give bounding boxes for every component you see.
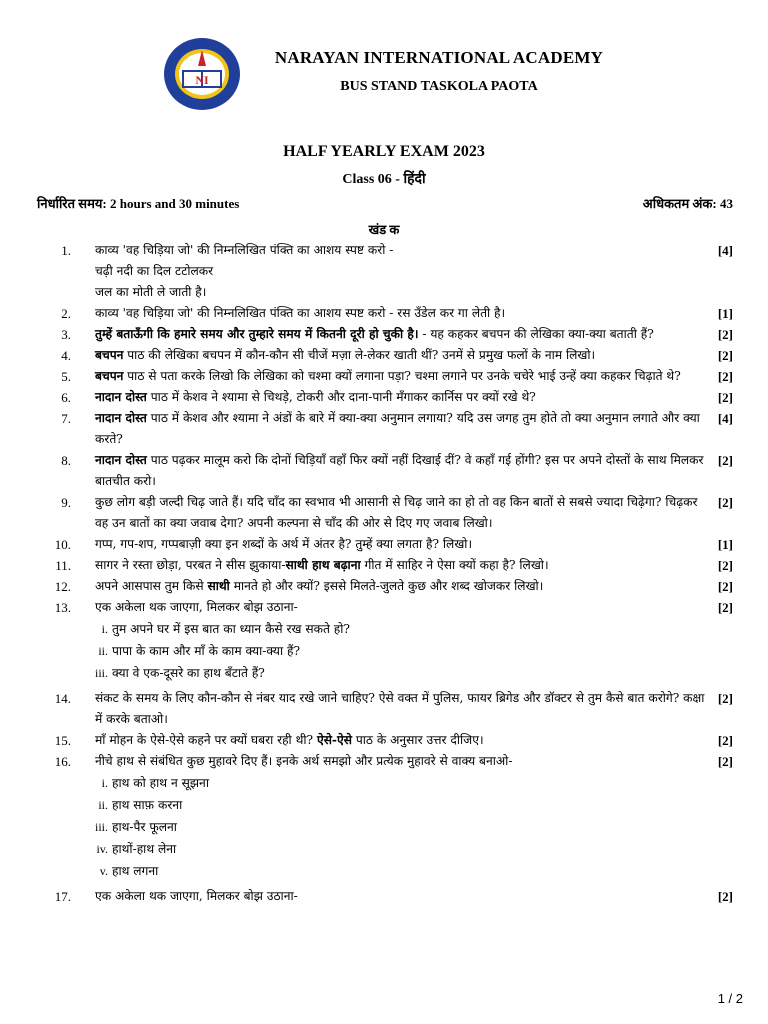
question-plain-text: गप्प, गप-शप, गप्पबाज़ी क्या इन शब्दों के अर्थ में अंतर है? तुम्हें क्या लगता है? लिखो।	[95, 537, 473, 551]
time-value: 2 hours and 30 minutes	[109, 196, 240, 211]
question-plain-text: कुछ लोग बड़ी जल्दी चिढ़ जाते हैं। यदि चाँद का स्वभाव भी आसानी से चिढ़ जाने का हो तो वह किन बातों से सबसे ज्यादा चिढ़ेगा? चिढ़कर वह उन बातों का क्या जवाब देगा? अपनी कल्पना से चाँद की ओर से दिए गए जवाब लिखो।	[95, 495, 698, 530]
question-number: 4.	[61, 348, 71, 363]
question-plain-text: पाठ से पता करके लिखो कि लेखिका को चश्मा क्यों लगाना पड़ा? चश्मा लगाने पर उनके चचेरे भाई उन्हें क्या कहकर चिढ़ाते थे?	[123, 369, 681, 383]
question-text	[95, 688, 707, 730]
question-marks: [1]	[717, 306, 733, 321]
question-item	[0, 408, 768, 450]
question-text	[95, 366, 707, 387]
question-marks: [2]	[717, 558, 733, 573]
exam-title: HALF YEARLY EXAM 2023	[283, 143, 485, 160]
question-item	[0, 345, 768, 366]
question-marks: [2]	[717, 453, 733, 468]
question-plain-text: सागर ने रस्ता छोड़ा, परबत ने सीस झुकाया-	[95, 558, 286, 572]
question-number: 5.	[61, 369, 71, 384]
question-number: 17.	[54, 889, 71, 904]
time-label: निर्धारित समय:	[37, 196, 107, 211]
sub-question-item	[0, 640, 768, 662]
question-marks: [4]	[717, 411, 733, 426]
question-text	[95, 345, 707, 366]
sub-question-item	[0, 772, 768, 794]
sub-question-number: v.	[99, 864, 108, 878]
question-plain-text: पाठ में केशव ने श्यामा से चिथड़े, टोकरी और दाना-पानी मँगाकर कार्निस पर क्यों रखे थे?	[146, 390, 536, 404]
class-subject: Class 06 - हिंदी	[342, 172, 426, 187]
question-bold-text: नादान दोस्त	[95, 453, 147, 467]
question-item	[0, 534, 768, 555]
question-item	[0, 555, 768, 576]
question-bold-text: तुम्हें बताऊँगी कि हमारे समय और तुम्हारे समय में कितनी दूरी हो चुकी है।	[95, 327, 419, 341]
question-plain-text: पाठ की लेखिका बचपन में कौन-कौन सी चीजें मज़ा ले-लेकर खाती थीं? उनमें से प्रमुख फलों के नाम लिखो।	[123, 348, 596, 362]
question-marks: [2]	[717, 754, 733, 769]
question-item	[0, 324, 768, 345]
question-plain-text: अपने आसपास तुम किसे	[95, 579, 208, 593]
question-bold-text: बचपन	[95, 348, 124, 362]
question-bold-text: साथी हाथ बढ़ाना	[285, 558, 361, 572]
question-plain-text: नीचे हाथ से संबंधित कुछ मुहावरे दिए हैं। इनके अर्थ समझो और प्रत्येक मुहावरे से वाक्य बनाओ-	[95, 754, 513, 768]
question-item	[0, 730, 768, 751]
question-plain-text: एक अकेला थक जाएगा, मिलकर बोझ उठाना-	[95, 600, 298, 614]
question-plain-text: माँ मोहन के ऐसे-ऐसे कहने पर क्यों घबरा रही थी?	[95, 733, 317, 747]
question-text	[95, 597, 707, 618]
question-number: 14.	[54, 691, 71, 706]
question-text	[95, 492, 707, 534]
question-number: 8.	[61, 453, 71, 468]
sub-question-text: हाथ लगना	[112, 864, 159, 878]
question-marks: [2]	[717, 327, 733, 342]
sub-question-text: क्या वे एक-दूसरे का हाथ बँटाते हैं?	[112, 666, 265, 680]
sub-question-number: ii.	[98, 798, 108, 812]
question-marks: [4]	[717, 243, 733, 258]
question-bold-text: नादान दोस्त	[95, 411, 147, 425]
question-marks: [2]	[717, 691, 733, 706]
max-marks-label: अधिकतम अंक:	[642, 196, 717, 211]
question-item	[0, 240, 768, 303]
question-plain-text: - यह कहकर बचपन की लेखिका क्या-क्या बताती हैं?	[418, 327, 654, 341]
sub-question-text: हाथों-हाथ लेना	[112, 842, 177, 856]
sub-question-number: i.	[101, 622, 108, 636]
question-plain-text: संकट के समय के लिए कौन-कौन से नंबर याद रखे जाने चाहिए? ऐसे वक्त में पुलिस, फायर ब्रिगेड और डॉक्टर से तुम कैसे बात करोगे? कक्षा में करके बताओ।	[95, 691, 705, 726]
question-item	[0, 576, 768, 597]
question-marks: [2]	[717, 579, 733, 594]
question-line: काव्य 'वह चिड़िया जो' की निम्नलिखित पंक्ति का आशय स्पष्ट करो -	[95, 243, 394, 257]
sub-question-item	[0, 794, 768, 816]
question-text	[95, 534, 707, 555]
question-marks: [2]	[717, 600, 733, 615]
section-heading: खंड क	[368, 222, 400, 237]
question-plain-text: काव्य 'वह चिड़िया जो' की निम्नलिखित पंक्ति का आशय स्पष्ट करो - रस उँडेल कर गा लेती है।	[95, 306, 506, 320]
sub-question-number: ii.	[98, 644, 108, 658]
page-number: 1 / 2	[717, 991, 743, 1006]
max-marks	[643, 194, 733, 212]
sub-question-item	[0, 860, 768, 882]
question-number: 15.	[54, 733, 71, 748]
question-item	[0, 387, 768, 408]
sub-question-item	[0, 838, 768, 860]
question-text	[95, 751, 707, 772]
question-plain-text: मानते हो और क्यों? इससे मिलते-जुलते कुछ और शब्द खोजकर लिखो।	[229, 579, 544, 593]
question-plain-text: एक अकेला थक जाएगा, मिलकर बोझ उठाना-	[95, 889, 298, 903]
question-marks: [2]	[717, 369, 733, 384]
question-number: 11.	[55, 558, 71, 573]
question-number: 3.	[61, 327, 71, 342]
question-plain-text: गीत में साहिर ने ऐसा क्यों कहा है? लिखो।	[360, 558, 549, 572]
question-item	[0, 366, 768, 387]
sub-question-number: iv.	[96, 842, 108, 856]
question-marks: [2]	[717, 889, 733, 904]
school-name: NARAYAN INTERNATIONAL ACADEMY	[274, 48, 604, 67]
sub-question-item	[0, 816, 768, 838]
question-text	[95, 730, 707, 751]
sub-question-text: हाथ साफ़ करना	[112, 798, 183, 812]
question-bold-text: नादान दोस्त	[95, 390, 147, 404]
question-plain-text: पाठ के अनुसार उत्तर दीजिए।	[351, 733, 484, 747]
question-item	[0, 450, 768, 492]
question-bold-text: साथी	[207, 579, 230, 593]
question-item	[0, 303, 768, 324]
question-number: 13.	[54, 600, 71, 615]
time-allowed	[37, 194, 239, 212]
question-number: 2.	[61, 306, 71, 321]
question-marks: [2]	[717, 348, 733, 363]
question-number: 6.	[61, 390, 71, 405]
question-text	[95, 450, 707, 492]
question-number: 1.	[61, 243, 71, 258]
question-line: चढ़ी नदी का दिल टटोलकर	[95, 264, 214, 278]
question-number: 10.	[54, 537, 71, 552]
question-marks: [2]	[717, 733, 733, 748]
question-line: जल का मोती ले जाती है।	[95, 285, 207, 299]
question-text	[95, 303, 707, 324]
question-number: 16.	[54, 754, 71, 769]
question-number: 9.	[61, 495, 71, 510]
question-text	[95, 240, 707, 303]
logo-initials: NI	[195, 73, 209, 87]
sub-question-text: तुम अपने घर में इस बात का ध्यान कैसे रख सकते हो?	[112, 622, 350, 636]
sub-question-text: पापा के काम और माँ के काम क्या-क्या हैं?	[112, 644, 300, 658]
question-text	[95, 324, 707, 345]
sub-question-text: हाथ-पैर फूलना	[112, 820, 177, 834]
question-number: 7.	[61, 411, 71, 426]
question-bold-text: ऐसे-ऐसे	[316, 733, 352, 747]
sub-question-item	[0, 618, 768, 640]
question-item	[0, 688, 768, 730]
sub-question-item	[0, 662, 768, 684]
question-number: 12.	[54, 579, 71, 594]
question-marks: [2]	[717, 495, 733, 510]
question-text	[95, 886, 707, 907]
question-text	[95, 576, 707, 597]
question-text	[95, 555, 707, 576]
sub-question-text: हाथ को हाथ न सूझना	[112, 776, 209, 790]
question-text	[95, 408, 707, 450]
question-plain-text: पाठ में केशव और श्यामा ने अंडों के बारे में क्या-क्या अनुमान लगाया? यदि उस जगह तुम होते तो क्या अनुमान लगाते और क्या करते?	[95, 411, 700, 446]
question-item	[0, 492, 768, 534]
question-marks: [2]	[717, 390, 733, 405]
question-bold-text: बचपन	[95, 369, 124, 383]
question-marks: [1]	[717, 537, 733, 552]
question-list	[0, 240, 768, 907]
question-item	[0, 751, 768, 772]
sub-question-number: iii.	[94, 820, 108, 834]
question-plain-text: पाठ पढ़कर मालूम करो कि दोनों चिड़ियाँ वहाँ फिर क्यों नहीं दिखाई दीं? वे कहाँ गई होंगी? इस पर अपने दोस्तों के साथ मिलकर बातचीत करो।	[95, 453, 704, 488]
max-marks-value: 43	[720, 196, 733, 211]
question-text	[95, 387, 707, 408]
school-logo	[162, 36, 242, 112]
sub-question-number: i.	[101, 776, 108, 790]
sub-question-number: iii.	[94, 666, 108, 680]
question-item	[0, 597, 768, 618]
school-address: BUS STAND TASKOLA PAOTA	[340, 79, 538, 94]
question-item	[0, 886, 768, 907]
